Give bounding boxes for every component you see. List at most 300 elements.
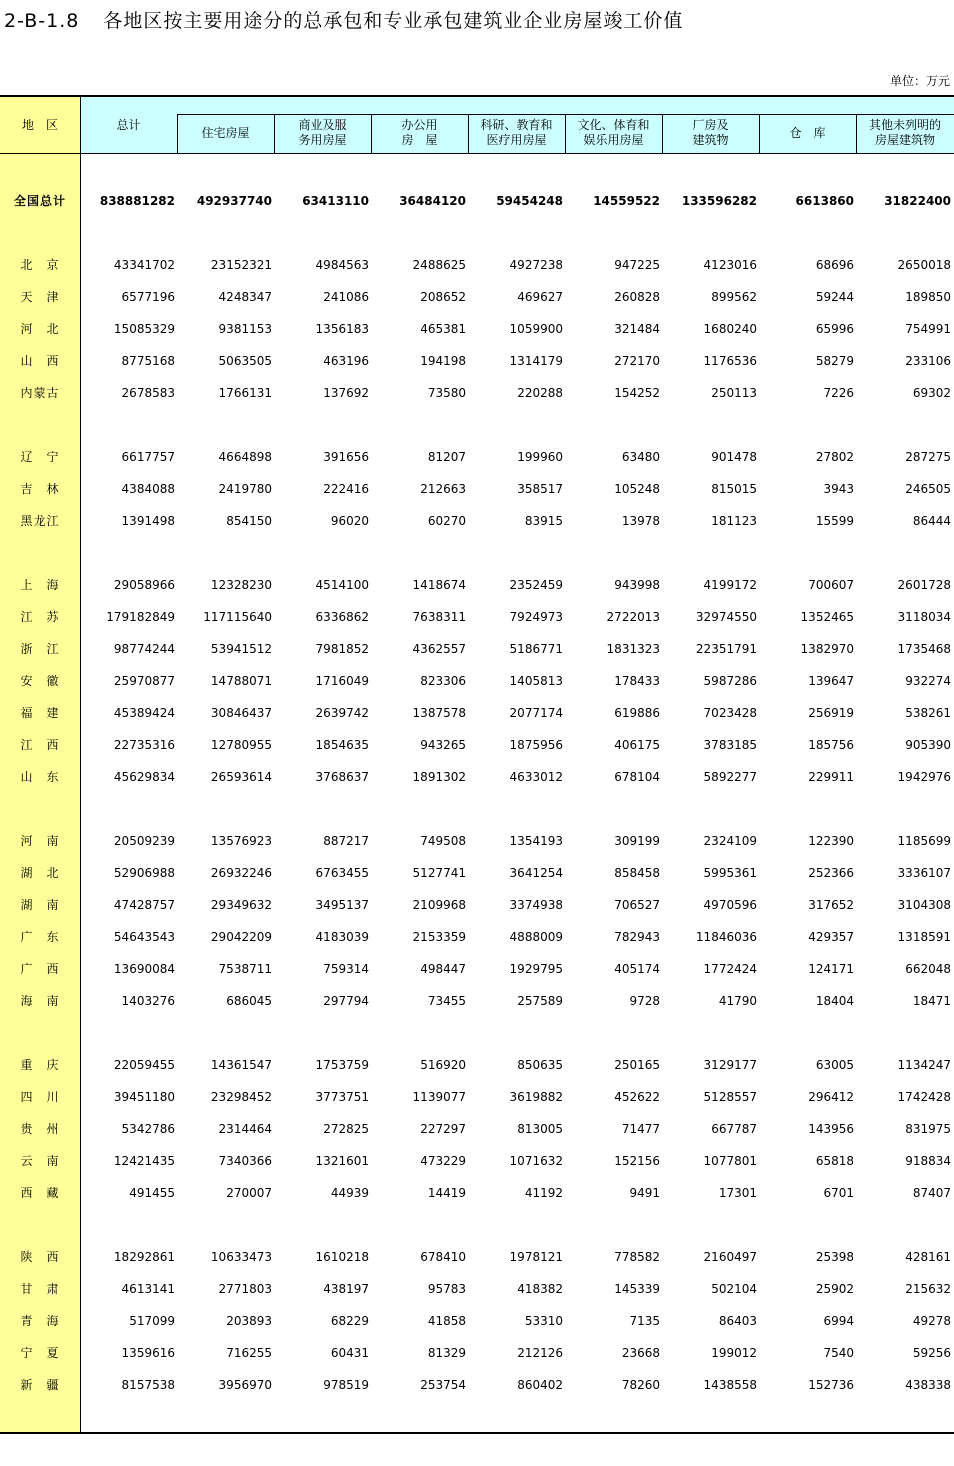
table-row: [0, 1119, 954, 1139]
cell-residential: 270007: [226, 1186, 272, 1200]
cell-warehouse: 18404: [815, 994, 854, 1008]
cell-other: 831975: [905, 1122, 951, 1136]
region-name: 山 东: [20, 770, 60, 784]
cell-commercial: 3773751: [315, 1090, 369, 1104]
cell-office: 194198: [420, 354, 466, 368]
cell-other: 932274: [905, 674, 951, 688]
header-warehouse: 仓 库: [789, 126, 826, 140]
cell-commercial: 3768637: [315, 770, 369, 784]
cell-residential: 1766131: [218, 386, 272, 400]
cell-other: 233106: [905, 354, 951, 368]
cell-warehouse: 122390: [808, 834, 854, 848]
cell-factory: 1077801: [703, 1154, 757, 1168]
table-code: 2-B-1.8: [4, 10, 80, 32]
cell-research: 257589: [517, 994, 563, 1008]
cell-warehouse: 317652: [808, 898, 854, 912]
cell-other: 754991: [905, 322, 951, 336]
cell-office: 465381: [420, 322, 466, 336]
cell-research: 4927238: [509, 258, 563, 272]
header-other-line2: 房屋建筑物: [874, 133, 935, 147]
cell-office: 2153359: [412, 930, 466, 944]
cell-culture: 309199: [614, 834, 660, 848]
table-row: [0, 1055, 954, 1075]
cell-warehouse: 252366: [808, 866, 854, 880]
cell-commercial: 1753759: [315, 1058, 369, 1072]
cell-factory: 32974550: [695, 610, 757, 624]
header-research-line2: 医疗用房屋: [486, 133, 547, 147]
cell-total: 15085329: [113, 322, 175, 336]
cell-culture: 782943: [614, 930, 660, 944]
cell-factory: 2324109: [703, 834, 757, 848]
cell-commercial: 96020: [330, 514, 369, 528]
cell-culture: 78260: [621, 1378, 660, 1392]
cell-other: 2650018: [897, 258, 951, 272]
cell-commercial: 1321601: [315, 1154, 369, 1168]
region-name: 重 庆: [20, 1058, 60, 1072]
cell-other: 438338: [905, 1378, 951, 1392]
region-name: 全国总计: [13, 194, 66, 208]
cell-commercial: 4984563: [315, 258, 369, 272]
cell-factory: 667787: [711, 1122, 757, 1136]
cell-factory: 502104: [711, 1282, 757, 1296]
cell-total: 12421435: [113, 1154, 175, 1168]
cell-other: 215632: [905, 1282, 951, 1296]
cell-research: 2352459: [509, 578, 563, 592]
cell-commercial: 978519: [323, 1378, 369, 1392]
header-factory: [662, 118, 759, 148]
cell-total: 517099: [129, 1314, 175, 1328]
region-name: 云 南: [20, 1154, 60, 1168]
cell-residential: 2419780: [218, 482, 272, 496]
cell-research: 3619882: [509, 1090, 563, 1104]
cell-residential: 7538711: [218, 962, 272, 976]
cell-factory: 199012: [711, 1346, 757, 1360]
cell-residential: 203893: [226, 1314, 272, 1328]
table-row: [0, 735, 954, 755]
cell-culture: 13978: [621, 514, 660, 528]
cell-commercial: 241086: [323, 290, 369, 304]
cell-other: 1185699: [897, 834, 951, 848]
table-row: [0, 831, 954, 851]
cell-research: 41192: [524, 1186, 563, 1200]
cell-commercial: 463196: [323, 354, 369, 368]
table-row: [0, 1247, 954, 1267]
cell-factory: 41790: [718, 994, 757, 1008]
header-commercial-line2: 务用房屋: [298, 133, 347, 147]
cell-factory: 1680240: [703, 322, 757, 336]
cell-research: 1071632: [509, 1154, 563, 1168]
cell-total: 1391498: [121, 514, 175, 528]
cell-culture: 2722013: [606, 610, 660, 624]
header-culture: [565, 118, 662, 148]
cell-other: 3104308: [897, 898, 951, 912]
national-total-row: [0, 191, 954, 211]
region-name: 广 东: [20, 930, 60, 944]
cell-culture: 406175: [614, 738, 660, 752]
cell-culture: 152156: [614, 1154, 660, 1168]
cell-residential: 29349632: [210, 898, 272, 912]
cell-commercial: 1610218: [315, 1250, 369, 1264]
cell-residential: 2314464: [218, 1122, 272, 1136]
table-row: [0, 1183, 954, 1203]
cell-total: 4613141: [121, 1282, 175, 1296]
cell-commercial: 44939: [330, 1186, 369, 1200]
region-name: 新 疆: [20, 1378, 60, 1392]
cell-commercial: 137692: [323, 386, 369, 400]
cell-commercial: 222416: [323, 482, 369, 496]
cell-culture: 178433: [614, 674, 660, 688]
cell-other: 31822400: [884, 194, 951, 208]
cell-warehouse: 58279: [815, 354, 854, 368]
table-row: [0, 959, 954, 979]
cell-commercial: 3495137: [315, 898, 369, 912]
cell-office: 1387578: [412, 706, 466, 720]
cell-warehouse: 25398: [815, 1250, 854, 1264]
region-name: 安 徽: [20, 674, 60, 688]
cell-total: 838881282: [99, 194, 175, 208]
cell-culture: 145339: [614, 1282, 660, 1296]
region-name: 山 西: [20, 354, 60, 368]
cell-total: 20509239: [113, 834, 175, 848]
header-culture-line2: 娱乐用房屋: [583, 133, 644, 147]
region-name: 四 川: [20, 1090, 60, 1104]
table-row: [0, 639, 954, 659]
cell-office: 1891302: [412, 770, 466, 784]
cell-total: 22735316: [113, 738, 175, 752]
cell-factory: 250113: [711, 386, 757, 400]
cell-factory: 17301: [718, 1186, 757, 1200]
cell-research: 83915: [524, 514, 563, 528]
cell-culture: 154252: [614, 386, 660, 400]
cell-residential: 14788071: [210, 674, 272, 688]
cell-office: 678410: [420, 1250, 466, 1264]
cell-total: 52906988: [113, 866, 175, 880]
cell-factory: 4199172: [703, 578, 757, 592]
cell-office: 41858: [427, 1314, 466, 1328]
cell-residential: 10633473: [210, 1250, 272, 1264]
cell-culture: 858458: [614, 866, 660, 880]
cell-residential: 686045: [226, 994, 272, 1008]
cell-warehouse: 6994: [823, 1314, 854, 1328]
header-total: 总计: [116, 118, 141, 132]
cell-total: 45629834: [113, 770, 175, 784]
cell-warehouse: 143956: [808, 1122, 854, 1136]
cell-residential: 26593614: [210, 770, 272, 784]
cell-research: 1929795: [509, 962, 563, 976]
region-name: 广 西: [20, 962, 60, 976]
cell-office: 1418674: [412, 578, 466, 592]
cell-commercial: 391656: [323, 450, 369, 464]
cell-research: 59454248: [496, 194, 563, 208]
cell-total: 43341702: [113, 258, 175, 272]
top-rule: [0, 95, 954, 97]
cell-office: 749508: [420, 834, 466, 848]
cell-residential: 23152321: [210, 258, 272, 272]
header-commercial: [274, 118, 371, 148]
page-title: [4, 6, 683, 33]
cell-office: 227297: [420, 1122, 466, 1136]
cell-warehouse: 256919: [808, 706, 854, 720]
cell-total: 6617757: [121, 450, 175, 464]
header-research-line1: 科研、教育和: [480, 118, 553, 132]
cell-research: 1405813: [509, 674, 563, 688]
cell-office: 60270: [427, 514, 466, 528]
cell-residential: 716255: [226, 1346, 272, 1360]
table-row: [0, 1279, 954, 1299]
cell-office: 36484120: [399, 194, 466, 208]
cell-other: 87407: [912, 1186, 951, 1200]
cell-culture: 14559522: [593, 194, 660, 208]
table-row: [0, 1343, 954, 1363]
cell-commercial: 438197: [323, 1282, 369, 1296]
cell-residential: 7340366: [218, 1154, 272, 1168]
cell-office: 5127741: [412, 866, 466, 880]
cell-other: 86444: [912, 514, 951, 528]
cell-office: 73455: [427, 994, 466, 1008]
cell-total: 47428757: [113, 898, 175, 912]
cell-factory: 4970596: [703, 898, 757, 912]
table-row: [0, 1311, 954, 1331]
cell-culture: 250165: [614, 1058, 660, 1072]
region-name: 海 南: [20, 994, 60, 1008]
cell-research: 7924973: [509, 610, 563, 624]
cell-research: 1875956: [509, 738, 563, 752]
cell-warehouse: 124171: [808, 962, 854, 976]
cell-office: 823306: [420, 674, 466, 688]
header-office-line2: 房 屋: [401, 133, 438, 147]
cell-culture: 23668: [621, 1346, 660, 1360]
cell-other: 69302: [912, 386, 951, 400]
cell-culture: 947225: [614, 258, 660, 272]
cell-other: 2601728: [897, 578, 951, 592]
cell-office: 14419: [427, 1186, 466, 1200]
cell-other: 49278: [912, 1314, 951, 1328]
cell-other: 905390: [905, 738, 951, 752]
cell-culture: 1831323: [606, 642, 660, 656]
cell-residential: 5063505: [218, 354, 272, 368]
cell-other: 246505: [905, 482, 951, 496]
cell-warehouse: 3943: [823, 482, 854, 496]
cell-research: 813005: [517, 1122, 563, 1136]
cell-research: 4633012: [509, 770, 563, 784]
region-name: 陕 西: [20, 1250, 60, 1264]
cell-culture: 272170: [614, 354, 660, 368]
cell-residential: 9381153: [218, 322, 272, 336]
cell-factory: 2160497: [703, 1250, 757, 1264]
cell-culture: 9491: [629, 1186, 660, 1200]
cell-culture: 678104: [614, 770, 660, 784]
cell-office: 516920: [420, 1058, 466, 1072]
cell-other: 18471: [912, 994, 951, 1008]
cell-total: 1359616: [121, 1346, 175, 1360]
cell-research: 1354193: [509, 834, 563, 848]
header-rule: [0, 153, 954, 154]
cell-research: 5186771: [509, 642, 563, 656]
unit-label: 单位：万元: [889, 74, 950, 88]
cell-residential: 29042209: [210, 930, 272, 944]
cell-residential: 4248347: [218, 290, 272, 304]
table-row: [0, 383, 954, 403]
header-region: 地 区: [21, 118, 58, 132]
cell-research: 199960: [517, 450, 563, 464]
cell-other: 3336107: [897, 866, 951, 880]
cell-warehouse: 6701: [823, 1186, 854, 1200]
cell-research: 4888009: [509, 930, 563, 944]
cell-total: 13690084: [113, 962, 175, 976]
cell-residential: 3956970: [218, 1378, 272, 1392]
cell-warehouse: 229911: [808, 770, 854, 784]
cell-residential: 492937740: [196, 194, 272, 208]
cell-warehouse: 68696: [815, 258, 854, 272]
cell-commercial: 272825: [323, 1122, 369, 1136]
cell-commercial: 4514100: [315, 578, 369, 592]
table-row: [0, 575, 954, 595]
cell-residential: 26932246: [210, 866, 272, 880]
table-row: [0, 767, 954, 787]
region-name: 天 津: [20, 290, 60, 304]
cell-residential: 854150: [226, 514, 272, 528]
cell-total: 2678583: [121, 386, 175, 400]
region-name: 辽 宁: [20, 450, 60, 464]
table-row: [0, 351, 954, 371]
cell-research: 1314179: [509, 354, 563, 368]
cell-research: 3374938: [509, 898, 563, 912]
cell-office: 4362557: [412, 642, 466, 656]
cell-office: 212663: [420, 482, 466, 496]
cell-research: 220288: [517, 386, 563, 400]
cell-factory: 3783185: [703, 738, 757, 752]
cell-total: 5342786: [121, 1122, 175, 1136]
cell-factory: 5128557: [703, 1090, 757, 1104]
header-factory-line2: 建筑物: [692, 133, 729, 147]
cell-office: 943265: [420, 738, 466, 752]
cell-commercial: 4183039: [315, 930, 369, 944]
cell-other: 1134247: [897, 1058, 951, 1072]
cell-commercial: 1716049: [315, 674, 369, 688]
table-row: [0, 447, 954, 467]
cell-office: 2109968: [412, 898, 466, 912]
cell-warehouse: 65996: [815, 322, 854, 336]
cell-factory: 899562: [711, 290, 757, 304]
cell-office: 253754: [420, 1378, 466, 1392]
cell-warehouse: 1382970: [800, 642, 854, 656]
cell-total: 6577196: [121, 290, 175, 304]
cell-factory: 1438558: [703, 1378, 757, 1392]
cell-culture: 71477: [621, 1122, 660, 1136]
cell-total: 179182849: [106, 610, 175, 624]
table-row: [0, 1087, 954, 1107]
cell-factory: 133596282: [681, 194, 757, 208]
cell-research: 212126: [517, 1346, 563, 1360]
cell-office: 95783: [427, 1282, 466, 1296]
region-name: 湖 北: [20, 866, 60, 880]
cell-commercial: 759314: [323, 962, 369, 976]
header-factory-line1: 厂房及: [692, 118, 729, 132]
cell-warehouse: 1352465: [800, 610, 854, 624]
cell-office: 7638311: [412, 610, 466, 624]
cell-culture: 778582: [614, 1250, 660, 1264]
cell-other: 918834: [905, 1154, 951, 1168]
cell-culture: 619886: [614, 706, 660, 720]
cell-commercial: 1356183: [315, 322, 369, 336]
region-name: 江 苏: [20, 610, 60, 624]
table-row: [0, 1151, 954, 1171]
cell-other: 1735468: [897, 642, 951, 656]
cell-commercial: 887217: [323, 834, 369, 848]
cell-culture: 943998: [614, 578, 660, 592]
header-residential: 住宅房屋: [201, 126, 250, 140]
header-research: [468, 118, 565, 148]
table-row: [0, 255, 954, 275]
cell-residential: 23298452: [210, 1090, 272, 1104]
header-office-line1: 办公用: [401, 118, 438, 132]
cell-other: 428161: [905, 1250, 951, 1264]
cell-total: 491455: [129, 1186, 175, 1200]
cell-total: 45389424: [113, 706, 175, 720]
cell-factory: 4123016: [703, 258, 757, 272]
cell-other: 59256: [912, 1346, 951, 1360]
cell-factory: 1772424: [703, 962, 757, 976]
cell-culture: 105248: [614, 482, 660, 496]
table-row: [0, 511, 954, 531]
table-row: [0, 287, 954, 307]
header-other-line1: 其他未列明的: [868, 118, 941, 132]
cell-total: 25970877: [113, 674, 175, 688]
cell-office: 81329: [427, 1346, 466, 1360]
cell-commercial: 63413110: [302, 194, 369, 208]
cell-residential: 13576923: [210, 834, 272, 848]
region-name: 黑龙江: [20, 514, 60, 528]
cell-research: 418382: [517, 1282, 563, 1296]
region-name: 河 北: [20, 322, 60, 336]
region-name: 福 建: [20, 706, 60, 720]
cell-total: 29058966: [113, 578, 175, 592]
cell-total: 54643543: [113, 930, 175, 944]
cell-other: 189850: [905, 290, 951, 304]
cell-warehouse: 185756: [808, 738, 854, 752]
cell-factory: 86403: [718, 1314, 757, 1328]
table-row: [0, 927, 954, 947]
cell-total: 8157538: [121, 1378, 175, 1392]
region-name: 上 海: [20, 578, 60, 592]
cell-research: 358517: [517, 482, 563, 496]
region-name: 河 南: [20, 834, 60, 848]
table-row: [0, 863, 954, 883]
cell-warehouse: 25902: [815, 1282, 854, 1296]
cell-warehouse: 27802: [815, 450, 854, 464]
cell-commercial: 297794: [323, 994, 369, 1008]
cell-warehouse: 15599: [815, 514, 854, 528]
table-row: [0, 895, 954, 915]
region-name: 浙 江: [20, 642, 60, 656]
cell-factory: 181123: [711, 514, 757, 528]
cell-residential: 2771803: [218, 1282, 272, 1296]
cell-research: 53310: [524, 1314, 563, 1328]
cell-other: 538261: [905, 706, 951, 720]
cell-factory: 5995361: [703, 866, 757, 880]
cell-culture: 405174: [614, 962, 660, 976]
cell-commercial: 68229: [330, 1314, 369, 1328]
region-name: 青 海: [20, 1314, 60, 1328]
cell-factory: 22351791: [695, 642, 757, 656]
cell-residential: 30846437: [210, 706, 272, 720]
cell-total: 22059455: [113, 1058, 175, 1072]
cell-total: 1403276: [121, 994, 175, 1008]
table-row: [0, 479, 954, 499]
cell-office: 81207: [427, 450, 466, 464]
cell-commercial: 7981852: [315, 642, 369, 656]
cell-office: 1139077: [412, 1090, 466, 1104]
